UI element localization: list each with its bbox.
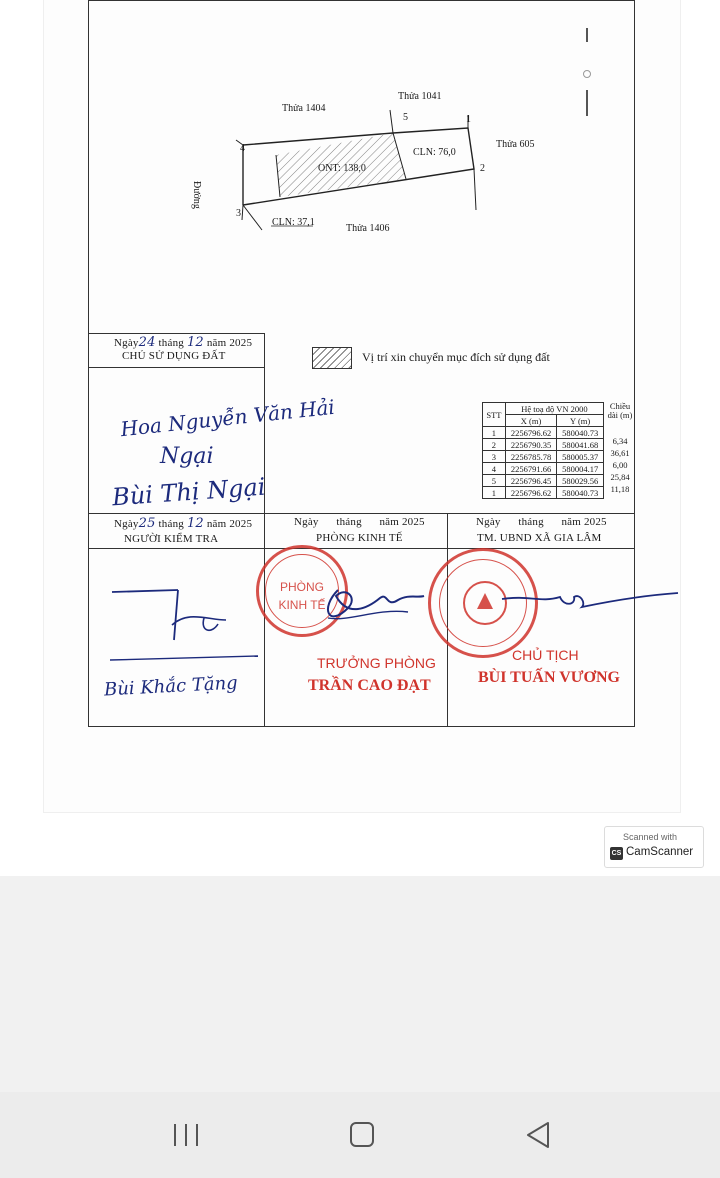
vertex-label-4: 4 bbox=[240, 143, 245, 154]
area-label-cln-bottom: CLN: 37,1 bbox=[272, 217, 315, 228]
section-divider bbox=[88, 367, 264, 368]
section-divider bbox=[88, 548, 635, 549]
area-label-cln-right: CLN: 76,0 bbox=[413, 147, 456, 158]
economic-name: TRẦN CAO ĐẠT bbox=[308, 677, 431, 694]
length-value: 25,84 bbox=[610, 472, 630, 482]
economic-stamp-text: PHÒNG KINH TẾ bbox=[278, 580, 326, 612]
owner-title: CHỦ SỬ DỤNG ĐẤT bbox=[122, 350, 226, 362]
economic-role: TRƯỞNG PHÒNG bbox=[317, 655, 436, 671]
owner-date: Ngày24 tháng 12 năm 2025 bbox=[114, 335, 253, 350]
table-row: 4 2256791.66 580004.17 bbox=[483, 463, 604, 475]
table-row: 3 2256785.78 580005.37 bbox=[483, 451, 604, 463]
home-button[interactable] bbox=[344, 1118, 380, 1152]
owner-signature-2: Ngại bbox=[160, 444, 214, 469]
parcel-label-1406: Thửa 1406 bbox=[346, 223, 390, 234]
section-divider bbox=[264, 333, 265, 727]
committee-signature-strokes bbox=[500, 585, 680, 615]
home-icon bbox=[344, 1118, 380, 1152]
vertex-label-2: 2 bbox=[480, 163, 485, 174]
table-row: 1 2256796.62 580040.73 bbox=[483, 427, 604, 439]
legend-text: Vị trí xin chuyển mục đích sử dụng đất bbox=[362, 350, 550, 364]
watermark-brand: CamScanner bbox=[626, 846, 694, 858]
economic-signature-strokes bbox=[318, 578, 428, 638]
length-value: 11,18 bbox=[610, 484, 630, 494]
section-divider bbox=[88, 333, 264, 334]
coordinate-table bbox=[482, 402, 604, 499]
length-value: 6,34 bbox=[612, 436, 628, 446]
road-label: Đường bbox=[191, 181, 202, 209]
col-header-system: Hệ toạ độ VN 2000 bbox=[505, 403, 603, 415]
col-header-length: Chiều dài (m) bbox=[607, 401, 633, 420]
table-row: 1 2256796.62 580040.73 bbox=[483, 487, 604, 499]
length-value: 36,61 bbox=[610, 448, 630, 458]
committee-title: TM. UBND XÃ GIA LÂM bbox=[477, 532, 602, 544]
col-header-stt: STT bbox=[483, 403, 506, 427]
back-button[interactable] bbox=[520, 1118, 556, 1152]
inspector-title: NGƯỜI KIỂM TRA bbox=[124, 533, 219, 545]
economic-date: Ngày tháng năm 2025 bbox=[294, 516, 425, 528]
table-row: 2 2256790.35 580041.68 bbox=[483, 439, 604, 451]
length-value: 6,00 bbox=[612, 460, 628, 470]
parcel-label-605: Thửa 605 bbox=[496, 139, 535, 150]
vertex-label-1: 1 bbox=[466, 114, 471, 125]
area-label-ont: ONT: 138,0 bbox=[318, 163, 366, 174]
parcel-label-1041: Thửa 1041 bbox=[398, 91, 442, 102]
scan-mark bbox=[586, 28, 588, 88]
col-header-y: Y (m) bbox=[557, 415, 604, 427]
table-row: 5 2256796.45 580029.56 bbox=[483, 475, 604, 487]
vertex-label-3: 3 bbox=[236, 208, 241, 219]
back-icon bbox=[520, 1118, 556, 1152]
committee-role: CHỦ TỊCH bbox=[512, 647, 579, 663]
inspector-signature-strokes bbox=[108, 580, 258, 670]
economic-title: PHÒNG KINH TẾ bbox=[316, 532, 403, 544]
committee-date: Ngày tháng năm 2025 bbox=[476, 516, 607, 528]
section-divider bbox=[88, 513, 635, 514]
col-header-x: X (m) bbox=[505, 415, 556, 427]
camscanner-watermark bbox=[604, 826, 704, 868]
inspector-date: Ngày25 tháng 12 năm 2025 bbox=[114, 516, 253, 531]
length-column bbox=[606, 402, 634, 496]
owner-signature-1: Hoa Nguyễn Văn Hải bbox=[119, 394, 336, 442]
vertex-label-5: 5 bbox=[403, 112, 408, 123]
watermark-line: Scanned with bbox=[623, 832, 678, 842]
committee-name: BÙI TUẤN VƯƠNG bbox=[478, 669, 620, 686]
owner-signature-3: Bùi Thị Ngại bbox=[111, 472, 267, 512]
camscanner-logo-icon: CS bbox=[610, 847, 623, 860]
recents-button[interactable] bbox=[168, 1118, 204, 1152]
recents-icon bbox=[168, 1118, 204, 1152]
inspector-signature-name: Bùi Khắc Tặng bbox=[103, 672, 239, 701]
legend-hatch-swatch bbox=[312, 347, 352, 369]
parcel-label-1404: Thửa 1404 bbox=[282, 103, 326, 114]
